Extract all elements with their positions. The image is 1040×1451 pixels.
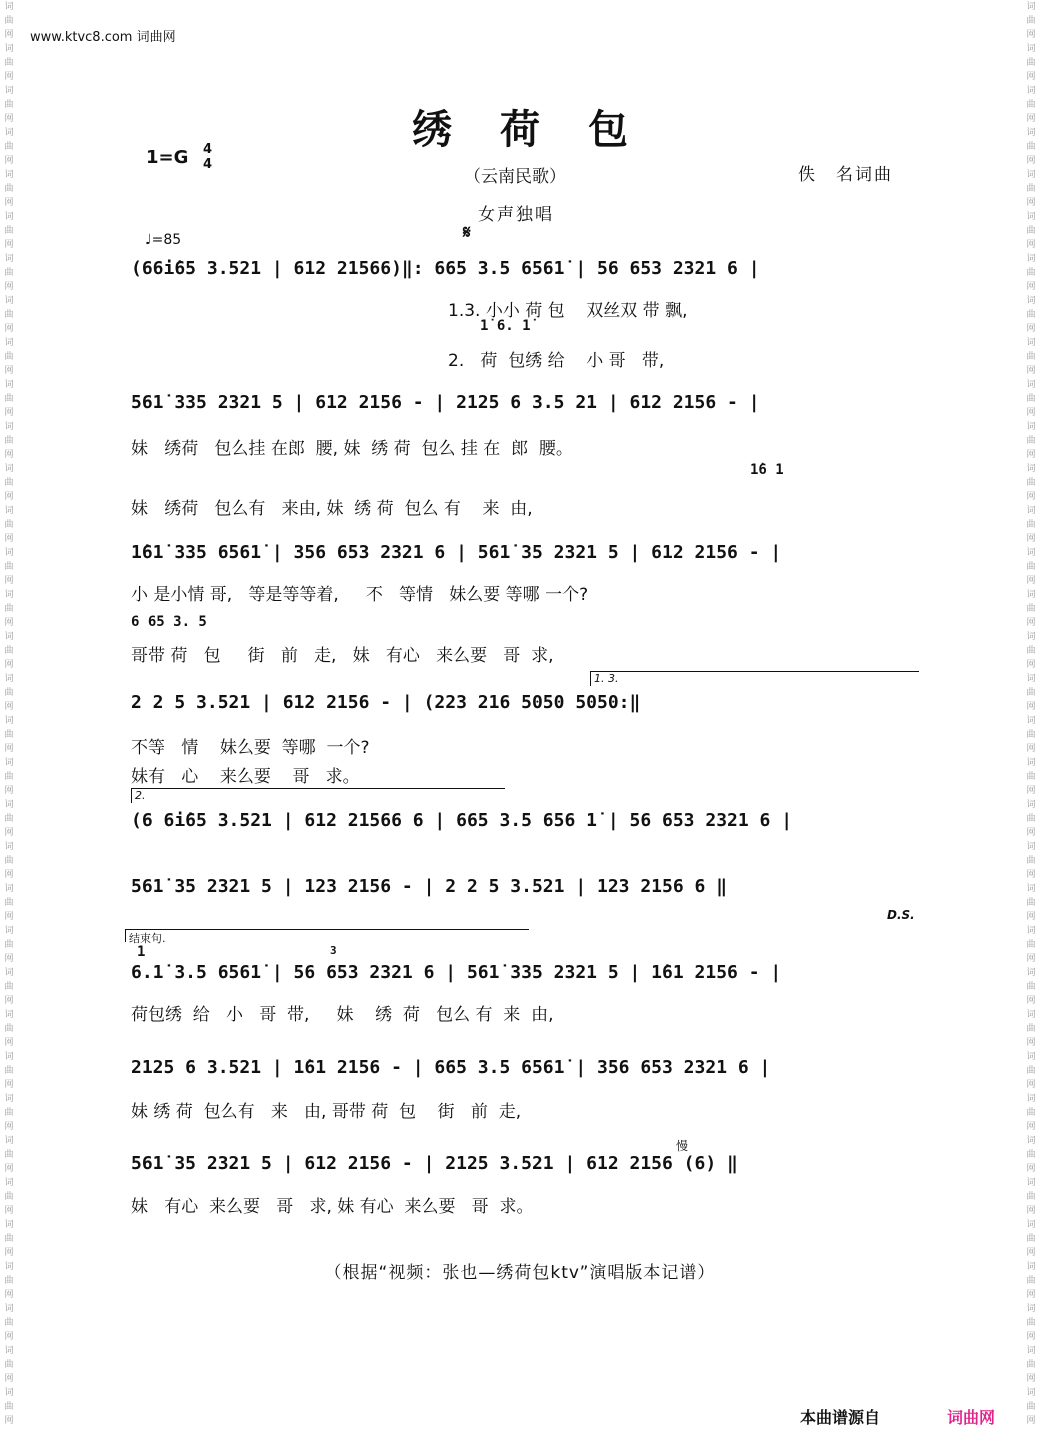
ds-mark: D.S. <box>887 908 915 922</box>
volta-first-ending: 1. 3. <box>590 671 919 686</box>
lyric-line-4b: 妹有 心 来么要 哥 求。 <box>131 767 360 787</box>
music-line-3: 1̇61̇ 335 6561̇ | 356 653 2321 6 | 561̇ 35 2321 5 | 612 2156 - | <box>131 542 782 563</box>
side-watermark-left: 词曲网词曲网词曲网词曲网词曲网词曲网词曲网词曲网词曲网词曲网词曲网词曲网词曲网词曲网词曲网词曲网词曲网词曲网词曲网词曲网词曲网词曲网词曲网词曲网词曲网词曲网词曲网词曲网词曲网词曲网词曲网词曲网词曲网词曲网 <box>4 2 14 1426</box>
key-signature: 1=G <box>146 147 189 168</box>
side-watermark-right: 词曲网词曲网词曲网词曲网词曲网词曲网词曲网词曲网词曲网词曲网词曲网词曲网词曲网词曲网词曲网词曲网词曲网词曲网词曲网词曲网词曲网词曲网词曲网词曲网词曲网词曲网词曲网词曲网词曲网词曲网词曲网词曲网词曲网词曲网 <box>1026 2 1036 1426</box>
performance-type: 女声独唱 <box>478 205 554 225</box>
composer-credit: 佚 名词曲 <box>798 165 893 185</box>
site-url[interactable]: www.ktvc8.com 词曲网 <box>30 30 176 45</box>
segno-number: 3 <box>330 944 337 957</box>
lyric-line-2b: 妹 绣荷 包么有 来由, 妹 绣 荷 包么 有 来 由, <box>131 499 533 519</box>
segno-sign: 𝄋 <box>463 222 471 243</box>
small-notes-1: 1̇ 6. 1̇ <box>480 318 531 334</box>
source-site-link[interactable]: 词曲网 <box>947 1408 996 1427</box>
music-line-4: 2 2 5 3.521 | 612 2156 - | (223 216 5050 5050:‖ <box>131 692 641 713</box>
lyric-line-9: 妹 有心 来么要 哥 求, 妹 有心 来么要 哥 求。 <box>131 1197 534 1217</box>
transcription-note: （根据“视频：张也—绣荷包ktv”演唱版本记谱） <box>324 1263 716 1283</box>
tempo-mark: ♩=85 <box>145 232 182 248</box>
lyric-line-1b: 2. 荷 包绣 给 小 哥 带, <box>448 351 665 371</box>
lyric-line-3a: 小 是小情 哥, 等是等等着, 不 等情 妹么要 等哪 一个? <box>131 585 589 605</box>
music-line-1: (66i̇65 3.521 | 612 21566)‖: 665 3.5 6561̇ | 56 653 2321 6 | <box>131 258 760 279</box>
song-title: 绣荷包 <box>412 106 676 153</box>
ending-number: 1 <box>137 944 146 960</box>
music-line-7: 6.1̇ 3.5 6561̇ | 56 653 2321 6 | 561̇ 335 2321 5 | 1̇61 2156 - | <box>131 962 782 983</box>
source-label: 本曲谱源自 <box>800 1408 881 1427</box>
small-notes-3: 6 65 3. 5 <box>131 614 207 630</box>
lyric-line-3b: 哥带 荷 包 街 前 走, 妹 有心 来么要 哥 求, <box>131 646 554 666</box>
music-line-5: (6 6i̇65 3.521 | 612 21566 6 | 665 3.5 656 1̇ | 56 653 2321 6 | <box>131 810 793 831</box>
music-line-2: 561̇ 335 2321 5 | 612 2156 - | 2125 6 3.5 21 | 612 2156 - | <box>131 392 760 413</box>
lyric-line-4a: 不等 情 妹么要 等哪 一个? <box>131 738 370 758</box>
time-signature: 4 4 <box>203 142 213 172</box>
music-line-6: 561̇ 35 2321 5 | 123 2156 - | 2 2 5 3.521 | 123 2156 6 ‖ <box>131 876 728 897</box>
music-line-8: 2125 6 3.521 | 1̇61 2156 - | 665 3.5 6561̇ | 356 653 2321 6 | <box>131 1057 771 1078</box>
volta-second-ending: 2. <box>131 788 505 803</box>
small-notes-2: 1̇6 1 <box>750 462 784 478</box>
music-line-9: 561̇ 35 2321 5 | 612 2156 - | 2125 3.521 | 612 2156 (6) ‖ <box>131 1153 738 1174</box>
lyric-line-8: 妹 绣 荷 包么有 来 由, 哥带 荷 包 街 前 走, <box>131 1102 522 1122</box>
lyric-line-2a: 妹 绣荷 包么挂 在郎 腰, 妹 绣 荷 包么 挂 在 郎 腰。 <box>131 439 573 459</box>
lyric-line-7: 荷包绣 给 小 哥 带, 妹 绣 荷 包么 有 来 由, <box>131 1005 554 1025</box>
ending-section-label: 结束句. <box>125 929 529 942</box>
slow-mark: 慢 <box>676 1139 689 1153</box>
lyric-line-1a: 1.3. 小小 荷 包 双丝双 带 飘, <box>448 301 688 321</box>
subtitle: （云南民歌） <box>464 167 566 187</box>
